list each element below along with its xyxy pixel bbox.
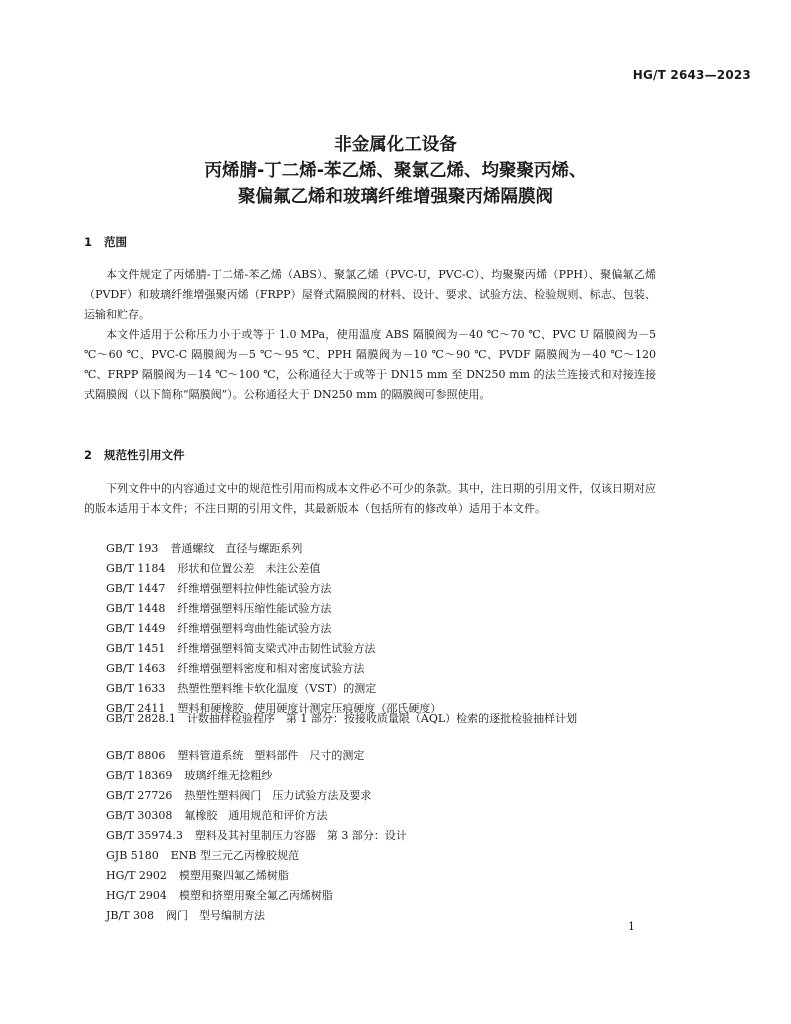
section-title: 规范性引用文件 <box>104 448 185 462</box>
scope-paragraph-2: 本文件适用于公称压力小于或等于 1.0 MPa，使用温度 ABS 隔膜阀为－40 ℃～70 ℃、PVC U 隔膜阀为－5 ℃～60 ℃、PVC-C 隔膜阀为－5 ℃～95 ℃、PPH 隔膜阀为－10 ℃～90 ℃、PVDF 隔膜阀为－40 ℃～120 ℃、FRPP 隔膜阀为－14 ℃～100 ℃，公称通径大于或等于 DN15 mm 至 DN250 mm 的法兰连接式和对接连接式隔膜阀（以下简称“隔膜阀”）。公称通径大于 DN250 mm 的隔膜阀可参照使用。 <box>84 328 656 401</box>
title-line-3: 聚偏氟乙烯和玻璃纤维增强聚丙烯隔膜阀 <box>238 187 553 207</box>
reference-title: 热塑性塑料阀门 压力试验方法及要求 <box>184 789 372 802</box>
reference-code: GB/T 1447 <box>106 582 166 595</box>
reference-title: 纤维增强塑料弯曲性能试验方法 <box>177 622 332 635</box>
reference-item <box>106 786 371 806</box>
reference-title: 纤维增强塑料拉伸性能试验方法 <box>177 582 332 595</box>
reference-title: 模塑用聚四氟乙烯树脂 <box>178 869 289 882</box>
reference-title: 模塑和挤塑用聚全氟乙丙烯树脂 <box>178 889 333 902</box>
reference-item <box>106 679 376 699</box>
section-number: 2 <box>84 448 93 462</box>
reference-item <box>106 826 407 846</box>
reference-title: 阀门 型号编制方法 <box>166 909 266 922</box>
reference-item <box>106 846 299 866</box>
reference-item <box>106 659 364 679</box>
reference-title: 形状和位置公差 未注公差值 <box>177 562 321 575</box>
reference-code: GB/T 1448 <box>106 602 166 615</box>
reference-title: 纤维增强塑料密度和相对密度试验方法 <box>177 662 365 675</box>
section-title: 范围 <box>104 235 127 249</box>
reference-item <box>106 866 289 886</box>
section-number: 1 <box>84 235 93 249</box>
reference-code: GB/T 1449 <box>106 622 166 635</box>
reference-title: ENB 型三元乙丙橡胶规范 <box>170 849 300 862</box>
reference-code: GB/T 8806 <box>106 749 166 762</box>
reference-code: GB/T 30308 <box>106 809 173 822</box>
reference-item <box>106 539 302 559</box>
reference-code: GB/T 18369 <box>106 769 173 782</box>
reference-item <box>106 886 333 906</box>
reference-code: GB/T 193 <box>106 542 159 555</box>
reference-item <box>84 709 656 729</box>
reference-code: GB/T 2828.1 <box>106 712 176 725</box>
page-number: 1 <box>628 920 635 933</box>
title-line-2: 丙烯腈-丁二烯-苯乙烯、聚氯乙烯、均聚聚丙烯、 <box>204 161 587 181</box>
reference-code: GB/T 1463 <box>106 662 166 675</box>
reference-title: 塑料及其衬里制压力容器 第 3 部分：设计 <box>194 829 407 842</box>
reference-item <box>106 619 331 639</box>
reference-item <box>106 746 364 766</box>
reference-code: GB/T 1451 <box>106 642 166 655</box>
reference-title: 氟橡胶 通用规范和评价方法 <box>184 809 328 822</box>
references-intro: 下列文件中的内容通过文中的规范性引用而构成本文件必不可少的条款。其中，注日期的引用文件，仅该日期对应的版本适用于本文件；不注日期的引用文件，其最新版本（包括所有的修改单）适用于本文件。 <box>84 482 656 515</box>
reference-title: 纤维增强塑料简支梁式冲击韧性试验方法 <box>177 642 376 655</box>
reference-item <box>106 806 327 826</box>
standard-code: HG/T 2643—2023 <box>632 68 751 82</box>
scope-paragraph-1: 本文件规定了丙烯腈-丁二烯-苯乙烯（ABS）、聚氯乙烯（PVC-U，PVC-C）、均聚聚丙烯（PPH）、聚偏氟乙烯（PVDF）和玻璃纤维增强聚丙烯（FRPP）屋脊式隔膜阀的材料、设计、要求、试验方法、检验规则、标志、包装、运输和贮存。 <box>84 268 656 321</box>
reference-title: 普通螺纹 直径与螺距系列 <box>170 542 303 555</box>
reference-item <box>106 906 265 926</box>
document-title <box>0 132 791 210</box>
reference-item <box>106 766 272 786</box>
reference-code: HG/T 2902 <box>106 869 167 882</box>
title-line-1: 非金属化工设备 <box>334 135 457 155</box>
reference-item <box>106 559 320 579</box>
reference-title: 塑料和硬橡胶 使用硬度计测定压痕硬度（邵氏硬度） <box>177 702 442 715</box>
reference-code: GB/T 1184 <box>106 562 166 575</box>
reference-item <box>106 599 331 619</box>
reference-code: GB/T 1633 <box>106 682 166 695</box>
reference-title: 玻璃纤维无捻粗纱 <box>184 769 273 782</box>
reference-title: 纤维增强塑料压缩性能试验方法 <box>177 602 332 615</box>
reference-code: GB/T 35974.3 <box>106 829 183 842</box>
reference-title: 塑料管道系统 塑料部件 尺寸的测定 <box>177 749 365 762</box>
reference-code: GJB 5180 <box>106 849 159 862</box>
reference-code: GB/T 2411 <box>106 702 166 715</box>
reference-code: GB/T 27726 <box>106 789 173 802</box>
reference-title: 计数抽样检验程序 第 1 部分：按接收质量限（AQL）检索的逐批检验抽样计划 <box>186 712 578 725</box>
reference-item <box>106 579 331 599</box>
reference-code: JB/T 308 <box>106 909 155 922</box>
reference-item <box>106 639 375 659</box>
section-1-heading <box>84 234 127 250</box>
section-2-heading <box>84 447 185 463</box>
reference-title: 热塑性塑料维卡软化温度（VST）的测定 <box>177 682 377 695</box>
reference-code: HG/T 2904 <box>106 889 167 902</box>
